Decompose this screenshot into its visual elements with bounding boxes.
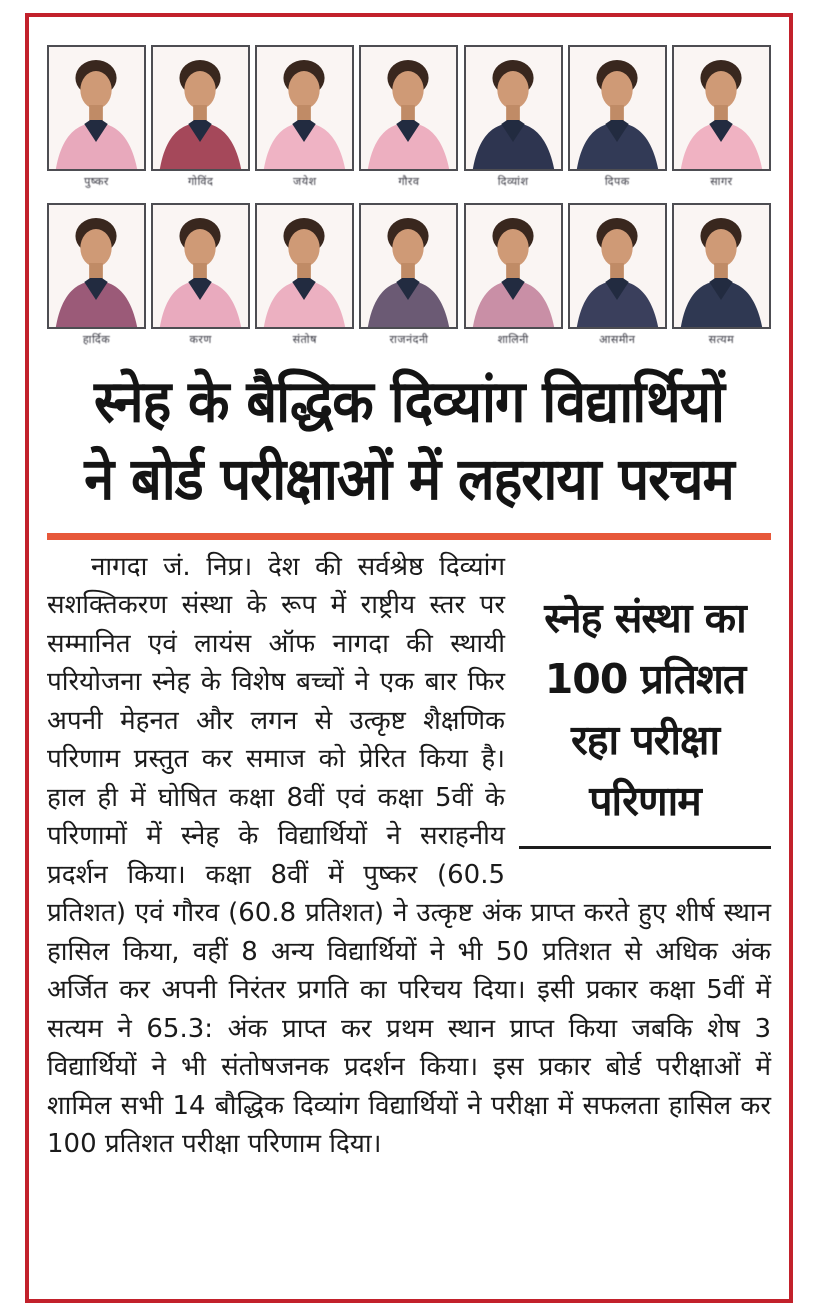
article-text: देश की सर्वश्रेष्ठ दिव्यांग सशक्तिकरण संस्था के रूप में राष्ट्रीय स्तर पर सम्मानित एवं लायंस ऑफ नागदा की स्थायी परियोजना स्नेह के विशेष बच्चों ने एक बार फिर अपनी मेहनत और लगन से उत्कृष्ट शैक्षणिक परिणाम प्रस्तुत कर समाज को प्रेरित किया है। हाल ही में घोषित कक्षा 8वीं एवं कक्षा 5वीं के परिणामों में स्नेह के विद्यार्थियों ने सराहनीय प्रदर्शन किया। कक्षा 8वीं में पुष्कर (60.5 प्रतिशत) एवं गौरव (60.8 प्रतिशत) ने उत्कृष्ट अंक प्राप्त करते हुए शीर्ष स्थान हासिल किया, वहीं 8 अन्य विद्यार्थियों ने भी 50 प्रतिशत से अधिक अंक अर्जित कर अपनी निरंतर प्रगति का परिचय दिया। इसी प्रकार कक्षा 5वीं में सत्यम ने 65.3: अंक प्राप्त कर प्रथम स्थान प्राप्त किया जबकि शेष 3 विद्यार्थियों ने भी संतोषजनक प्रदर्शन किया। इस प्रकार बोर्ड परीक्षाओं में शामिल सभी 14 बौद्धिक दिव्यांग विद्यार्थियों ने परीक्षा में सफलता हासिल कर 100 प्रतिशत परीक्षा परिणाम दिया। [47,551,771,1160]
student-name-caption: सत्यम [708,333,735,346]
student-name-caption: करण [189,333,212,346]
student-portrait-image [359,203,458,329]
portrait-placeholder-graphic [674,205,769,327]
pull-quote-line: परिणाम [589,776,701,825]
portrait-placeholder-graphic [570,205,665,327]
student-photo-card [672,45,771,189]
portrait-placeholder-graphic [49,205,144,327]
student-photo-row-2 [47,203,771,347]
student-portrait-image [672,203,771,329]
student-name-caption: गोविंद [187,175,214,188]
student-photo-card [359,203,458,347]
student-portrait-image [255,45,354,171]
student-photo-card [151,45,250,189]
student-portrait-image [464,203,563,329]
article-headline [47,363,771,518]
student-photo-card [568,45,667,189]
portrait-placeholder-graphic [49,47,144,169]
portrait-placeholder-graphic [361,205,456,327]
student-photo-card [255,45,354,189]
student-name-caption: दिव्यांश [497,175,529,188]
student-portrait-image [47,45,146,171]
student-photo-card [47,203,146,347]
student-photo-card [464,45,563,189]
portrait-placeholder-graphic [570,47,665,169]
student-photo-card [672,203,771,347]
student-photo-card [151,203,250,347]
portrait-placeholder-graphic [153,205,248,327]
portrait-placeholder-graphic [257,205,352,327]
student-name-caption: शालिनी [497,333,529,346]
student-portrait-image [568,203,667,329]
portrait-placeholder-graphic [257,47,352,169]
pull-quote-line: 100 प्रतिशत [544,654,746,703]
pull-quote [519,582,771,849]
portrait-placeholder-graphic [466,47,561,169]
student-portrait-image [568,45,667,171]
student-photo-card [47,45,146,189]
student-name-caption: हार्दिक [82,333,111,346]
headline-separator-rule [47,533,771,540]
portrait-placeholder-graphic [466,205,561,327]
article-body-container [47,548,771,1164]
pull-quote-line: रहा परीक्षा [570,715,720,764]
student-portrait-image [672,45,771,171]
student-photo-card [255,203,354,347]
dateline: नागदा जं. निप्र। [91,551,253,582]
pull-quote-line: स्नेह संस्था का [544,593,746,642]
student-name-caption: दिपक [604,175,630,188]
student-portrait-image [47,203,146,329]
portrait-placeholder-graphic [153,47,248,169]
newspaper-clipping [25,13,793,1303]
student-name-caption: गौरव [398,175,420,188]
student-photo-row-1 [47,45,771,189]
student-photo-card [568,203,667,347]
portrait-placeholder-graphic [674,47,769,169]
student-name-caption: राजनंदनी [389,333,429,346]
headline-line-2: ने बोर्ड परीक्षाओं में लहराया परचम [84,444,734,513]
student-photo-card [359,45,458,189]
student-name-caption: आसमीन [599,333,636,346]
student-portrait-image [464,45,563,171]
headline-line-1: स्नेह के बैद्धिक दिव्यांग विद्यार्थियों [93,367,725,436]
student-name-caption: संतोष [292,333,318,346]
student-name-caption: पुष्कर [84,175,109,188]
student-portrait-image [359,45,458,171]
student-portrait-image [151,203,250,329]
student-portrait-image [255,203,354,329]
student-portrait-image [151,45,250,171]
student-photo-card [464,203,563,347]
student-name-caption: सागर [710,175,733,188]
student-name-caption: जयेश [293,175,317,188]
portrait-placeholder-graphic [361,47,456,169]
